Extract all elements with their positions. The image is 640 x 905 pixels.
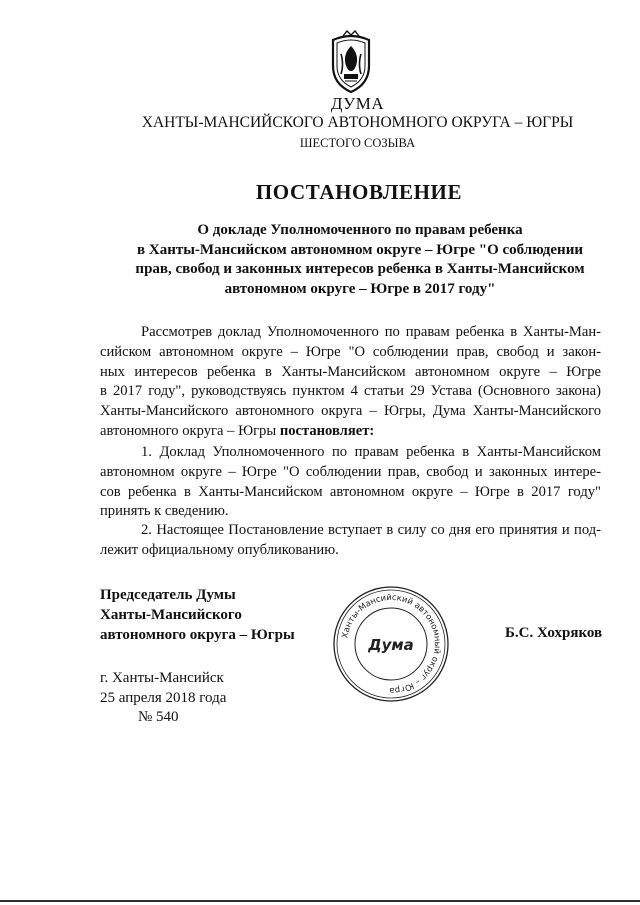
- signatory-title: [100, 585, 295, 645]
- subject-line: О докладе Уполномоченного по правам ребенка: [197, 222, 523, 238]
- issue-place: г. Ханты-Мансийск: [100, 670, 224, 686]
- subject-line: автономном округе – Югре в 2017 году": [224, 280, 496, 297]
- body-line: в 2017 году", руководствуясь пунктом 4 статьи 29 Устава (Основного закона): [100, 383, 601, 400]
- body-line: лежит официальному опубликованию.: [100, 541, 339, 558]
- signatory-title-line: Председатель Думы: [100, 587, 236, 603]
- signatory-title-line: автономного округа – Югры: [100, 627, 295, 643]
- resolves-word: постановляет:: [279, 422, 375, 439]
- body-line: 1. Доклад Уполномоченного по правам ребенка в Ханты-Мансийском: [141, 444, 601, 460]
- item-1-paragraph: [100, 443, 601, 522]
- subject-line: прав, свобод и законных интересов ребенка в Ханты-Мансийском: [135, 261, 585, 277]
- body-line: 2. Настоящее Постановление вступает в силу со дня его принятия и под-: [141, 522, 601, 538]
- body-line: автономном округе – Югре "О соблюдении прав, свобод и законных интере-: [100, 463, 601, 480]
- preamble-paragraph: [100, 323, 601, 442]
- official-stamp: [330, 583, 452, 705]
- org-name: ДУМА: [330, 94, 385, 113]
- body-line: Ханты-Мансийского автономного округа – Югры, Дума Ханты-Мансийского: [100, 403, 601, 420]
- document-number: № 540: [138, 709, 179, 725]
- body-line: ных интересов ребенка в Ханты-Мансийском автономном округе – Югре: [100, 363, 601, 380]
- subject-line: в Ханты-Мансийском автономном округе – Югре "О соблюдении: [137, 241, 583, 258]
- body-line: Рассмотрев доклад Уполномоченного по правам ребенка в Ханты-Ман-: [141, 324, 601, 340]
- org-region: ХАНТЫ-МАНСИЙСКОГО АВТОНОМНОГО ОКРУГА – ЮГРЫ: [141, 114, 574, 131]
- item-2-paragraph: [100, 521, 601, 561]
- signatory-name: Б.С. Хохряков: [505, 625, 603, 641]
- coat-of-arms-icon: [325, 30, 377, 94]
- body-line: сийском автономном округе – Югре "О соблюдении прав, свобод и закон-: [100, 343, 601, 360]
- document-title: ПОСТАНОВЛЕНИЕ: [255, 180, 463, 204]
- signatory-title-line: Ханты-Мансийского: [100, 607, 242, 623]
- body-line-text: автономного округа – Югры: [100, 422, 280, 439]
- issue-date: 25 апреля 2018 года: [100, 689, 227, 706]
- stamp-ring-text: Ханты-Мансийский автономный округ – Югра: [339, 591, 444, 697]
- body-line: сов ребенка в Ханты-Мансийском автономном округе – Югре в 2017 году": [100, 483, 601, 500]
- body-line: принять к сведению.: [100, 503, 229, 520]
- document-subject: [120, 221, 600, 299]
- bottom-divider: [0, 900, 640, 902]
- stamp-center-text: Дума: [368, 636, 414, 654]
- body-line: [100, 422, 601, 442]
- org-convocation: ШЕСТОГО СОЗЫВА: [299, 136, 416, 150]
- issue-details: [100, 669, 226, 728]
